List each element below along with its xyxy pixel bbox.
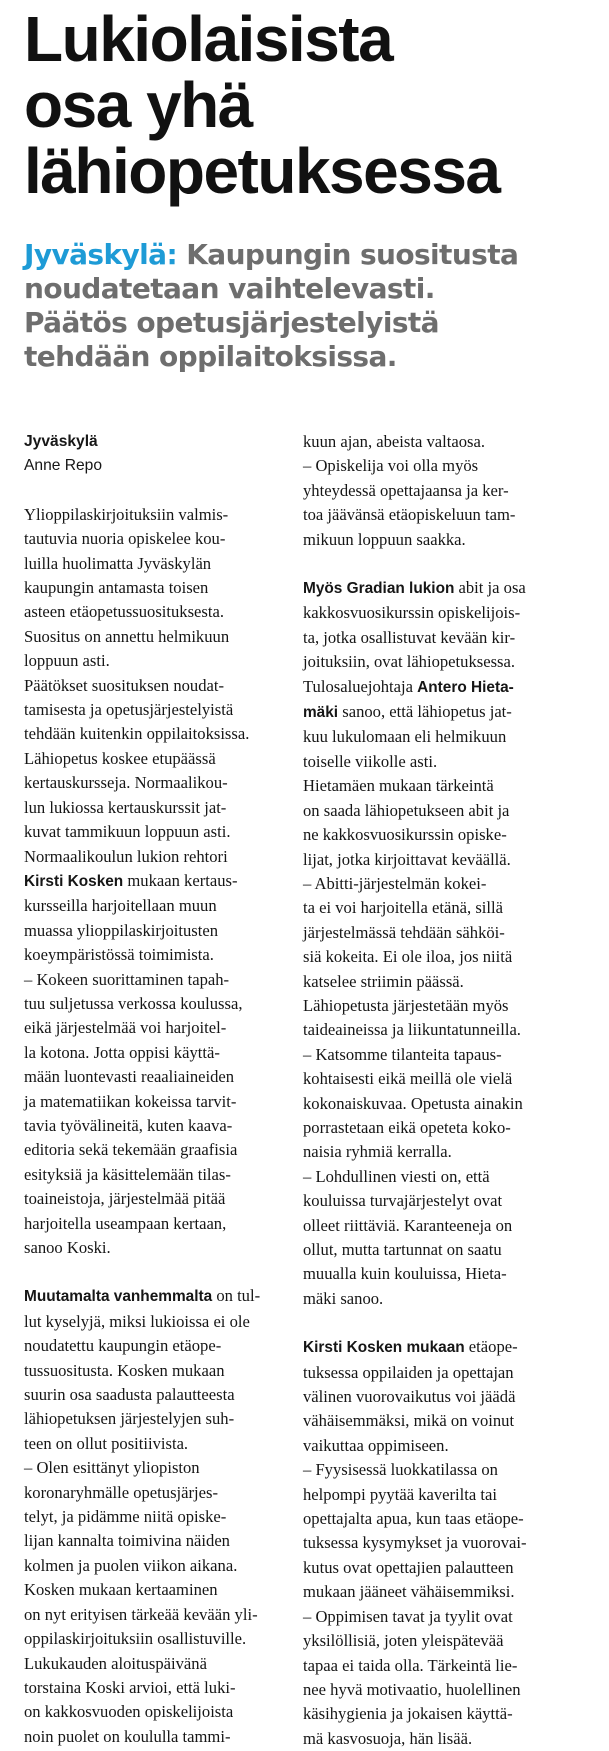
section-lead: Myös Gradian lukion: [303, 580, 455, 598]
text-line: kokonaiskuvaa. Opetusta ainakin: [303, 1093, 523, 1113]
text-line: – Katsomme tilanteita tapaus-: [303, 1044, 502, 1064]
text-line: harjoitella useampaan kertaan,: [24, 1213, 227, 1233]
text-line: kaupungin antamasta toisen: [24, 578, 209, 598]
text-line: kuvat tammikuun loppuun asti.: [24, 822, 231, 842]
text-line: – Lohdullinen viesti on, että: [303, 1166, 490, 1186]
text-line: Lähiopetus koskee etupäässä: [24, 748, 216, 768]
text-line: – Abitti-järjestelmän kokei-: [303, 873, 487, 893]
text-line: toiselle viikolle asti.: [303, 751, 438, 771]
text-fragment: on tul-: [212, 1286, 261, 1306]
text-line: ta, jotka osallistuvat kevään kir-: [303, 627, 516, 647]
text-line: – Opiskelija voi olla myös: [303, 456, 479, 476]
text-line: tapaa ei taida olla. Tärkeintä lie-: [303, 1655, 518, 1675]
paragraph: [303, 1043, 565, 1165]
text-line: koeympäristössä toimimista.: [24, 945, 214, 965]
paragraph: [24, 845, 286, 968]
lead-place: Jyväskylä:: [24, 238, 178, 271]
text-line: kuu lukulomaan eli helmikuun: [303, 727, 507, 747]
section-lead: Muutamalta vanhemmalta: [24, 1288, 213, 1306]
paragraph: [303, 1335, 565, 1458]
text-line: kakkosvuosikurssin opiskelijois-: [303, 603, 521, 623]
paragraph: [303, 872, 565, 994]
section-lead: Kirsti Kosken mukaan: [303, 1339, 465, 1357]
text-line: tuu suljetussa verkossa koulussa,: [24, 993, 243, 1013]
text-line: mukaan jääneet vähäisemmiksi.: [303, 1582, 515, 1602]
article-column-right: [303, 430, 565, 1751]
text-line: on nyt erityisen tärkeää kevään yli-: [24, 1604, 258, 1624]
text-line: editoria sekä tekemään graafisia: [24, 1140, 238, 1160]
text-line: suurin osa saadusta palautteesta: [24, 1385, 235, 1405]
paragraph: [24, 747, 286, 845]
person-name: mäki: [303, 704, 339, 722]
lead-line: Kaupungin suositusta: [177, 238, 519, 271]
text-line: la kotona. Jotta oppisi käyttä-: [24, 1042, 220, 1062]
headline: [24, 3, 604, 207]
paragraph: [24, 1578, 286, 1651]
text-line: mä kasvosuoja, hän lisää.: [303, 1728, 473, 1748]
headline-line: Lukiolaisista: [24, 3, 393, 75]
text-line: koronaryhmälle opetusjärjes-: [24, 1482, 218, 1502]
text-line: luilla huolimatta Jyväskylän: [24, 553, 212, 573]
text-line: ta ei voi harjoitella etänä, sillä: [303, 898, 503, 918]
text-line: noudatettu kaupungin etäope-: [24, 1336, 222, 1356]
paragraph: [303, 994, 565, 1043]
text-line: muassa ylioppilaskirjoitusten: [24, 920, 219, 940]
paragraph: [303, 774, 565, 872]
text-line: lähiopetuksen järjestelyjen suh-: [24, 1409, 235, 1429]
text-line: Päätökset suosituksen noudat-: [24, 675, 225, 695]
text-line: tehdään kuitenkin oppilaitoksissa.: [24, 724, 250, 744]
text-line: teen on ollut positiivista.: [24, 1433, 189, 1453]
paragraph: [303, 430, 565, 454]
text-line: tuksessa kysymykset ja vuorovai-: [303, 1533, 527, 1553]
text-line: vähäisemmäksi, mikä on voinut: [303, 1411, 515, 1431]
text-line: Normaalikoulun lukion rehtori: [24, 846, 228, 866]
text-line: yksilöllisiä, joten yleispätevää: [303, 1631, 504, 1651]
paragraph: [24, 503, 286, 674]
text-line: käsihygienia ja jokaisen käyttä-: [303, 1704, 513, 1724]
person-name: Kirsti Kosken: [24, 872, 124, 890]
text-line: kuun ajan, abeista valtaosa.: [303, 432, 486, 451]
text-line: ja matematiikan kokeissa tarvit-: [24, 1091, 237, 1111]
text-line: on kakkosvuoden opiskelijoista: [24, 1702, 234, 1722]
lead-paragraph: [24, 238, 599, 374]
paragraph: [24, 1652, 286, 1750]
text-fragment: sanoo, että lähiopetus jat-: [338, 702, 512, 722]
text-line: Kosken mukaan kertaaminen: [24, 1580, 218, 1600]
text-line: tuksessa oppilaiden ja opettajan: [303, 1362, 514, 1382]
text-line: tavia työvälineitä, kuten kaava-: [24, 1115, 233, 1135]
text-line: eikä järjestelmää voi harjoitel-: [24, 1018, 227, 1038]
text-line: – Oppimisen tavat ja tyylit ovat: [303, 1606, 513, 1626]
lead-line: noudatetaan vaihtelevasti.: [24, 272, 435, 305]
lead-line: tehdään oppilaitoksissa.: [24, 340, 397, 373]
text-line: ne kakkosvuosikurssin opiske-: [303, 825, 507, 845]
text-line: esityksiä ja käsittelemään tilas-: [24, 1164, 231, 1184]
text-line: mäki sanoo.: [303, 1288, 384, 1308]
text-line: ollut, mutta tartunnat on saatu: [303, 1240, 502, 1259]
text-line: kouluissa turvajärjestelyt ovat: [303, 1191, 503, 1211]
text-line: Hietamäen mukaan tärkeintä: [303, 776, 494, 796]
article-column-left: [24, 430, 286, 1749]
text-line: tautuvia nuoria opiskelee kou-: [24, 529, 226, 549]
text-line: nee hyvä motivaatio, huolellinen: [303, 1679, 521, 1699]
text-line: oppilaskirjoituksiin osallistuville.: [24, 1629, 247, 1649]
text-line: vaikuttaa oppimiseen.: [303, 1435, 449, 1455]
text-line: muualla kuin kouluissa, Hieta-: [303, 1264, 507, 1284]
text-line: on saada lähiopetukseen abit ja: [303, 800, 510, 820]
text-line: lun lukiossa kertauskurssit jat-: [24, 797, 227, 817]
text-line: torstaina Koski arvioi, että luki-: [24, 1677, 236, 1697]
text-fragment: Tulosaluejohtaja: [303, 676, 418, 696]
text-line: siä kokeita. Ei ole iloa, jos niitä: [303, 947, 513, 967]
paragraph: [303, 576, 565, 774]
text-line: opettajalta apua, kun taas etäope-: [303, 1509, 524, 1529]
text-line: toa jäävänsä etäopiskeluun tam-: [303, 505, 516, 525]
text-fragment: etäope-: [464, 1337, 518, 1357]
byline-author: Anne Repo: [24, 457, 103, 475]
text-line: taideaineissa ja liikuntatunneilla.: [303, 1020, 521, 1040]
text-line: tamisesta ja opetusjärjestelyistä: [24, 700, 234, 720]
text-line: loppuun asti.: [24, 651, 110, 671]
text-line: Lähiopetusta järjestetään myös: [303, 995, 509, 1015]
text-line: mikuun loppuun saakka.: [303, 529, 466, 549]
text-line: kolmen ja puolen viikon aikana.: [24, 1555, 238, 1575]
text-line: Suositus on annettu helmikuun: [24, 626, 230, 646]
text-line: katselee striimin päässä.: [303, 971, 464, 991]
headline-line: lähiopetuksessa: [24, 135, 500, 207]
text-line: – Fyysisessä luokkatilassa on: [303, 1460, 498, 1480]
text-line: – Olen esittänyt yliopiston: [24, 1458, 200, 1478]
text-line: välinen vuorovaikutus voi jäädä: [303, 1387, 516, 1407]
paragraph: [303, 454, 565, 552]
text-line: noin puolet on koululla tammi-: [24, 1726, 231, 1746]
headline-line: osa yhä: [24, 69, 252, 141]
byline: [24, 430, 286, 479]
text-line: lijan kannalta toimivina näiden: [24, 1531, 230, 1551]
text-line: – Kokeen suorittaminen tapah-: [24, 969, 230, 989]
text-line: Lukukauden aloituspäivänä: [24, 1653, 207, 1673]
text-line: yhteydessä opettajaansa ja ker-: [303, 480, 509, 500]
text-fragment: mukaan kertaus-: [123, 870, 238, 890]
text-line: kutus ovat opettajien palautteen: [303, 1557, 514, 1577]
paragraph: [303, 1458, 565, 1604]
text-line: olleet riittäviä. Karanteeneja on: [303, 1215, 513, 1235]
paragraph: [24, 1456, 286, 1578]
text-line: asteen etäopetussuosituksesta.: [24, 602, 225, 622]
byline-place: Jyväskylä: [24, 433, 98, 450]
person-name: Antero Hieta-: [417, 678, 514, 696]
text-line: kertauskursseja. Normaalikou-: [24, 773, 228, 793]
text-line: Ylioppilaskirjoituksiin valmis-: [24, 504, 229, 524]
text-line: telyt, ja pidämme niitä opiske-: [24, 1507, 227, 1527]
text-line: kursseilla harjoitellaan muun: [24, 896, 217, 916]
paragraph: [24, 968, 286, 1261]
paragraph: [303, 1165, 565, 1311]
text-line: lut kyselyjä, miksi lukioissa ei ole: [24, 1311, 250, 1331]
text-line: joituksiin, ovat lähiopetuksessa.: [303, 652, 516, 672]
text-line: kohtaisesti eikä meillä ole vielä: [303, 1069, 513, 1089]
text-line: tussuositusta. Kosken mukaan: [24, 1360, 225, 1380]
text-line: mään luontevasti reaaliaineiden: [24, 1067, 235, 1087]
paragraph: [303, 1605, 565, 1751]
paragraph: [24, 1284, 286, 1456]
lead-line: Päätös opetusjärjestelyistä: [24, 306, 439, 339]
text-line: naisia ryhmiä kerralla.: [303, 1142, 452, 1162]
text-fragment: abit ja osa: [454, 578, 526, 598]
text-line: lijat, jotka kirjoittavat keväällä.: [303, 849, 511, 869]
text-line: järjestelmässä tehdään sähköi-: [303, 922, 505, 942]
text-line: porrastetaan eikä opeteta koko-: [303, 1117, 511, 1137]
text-line: sanoo Koski.: [24, 1238, 111, 1257]
text-line: helpompi pyytää kaverilta tai: [303, 1484, 497, 1504]
text-line: toaineistoja, järjestelmää pitää: [24, 1189, 226, 1209]
paragraph: [24, 674, 286, 747]
